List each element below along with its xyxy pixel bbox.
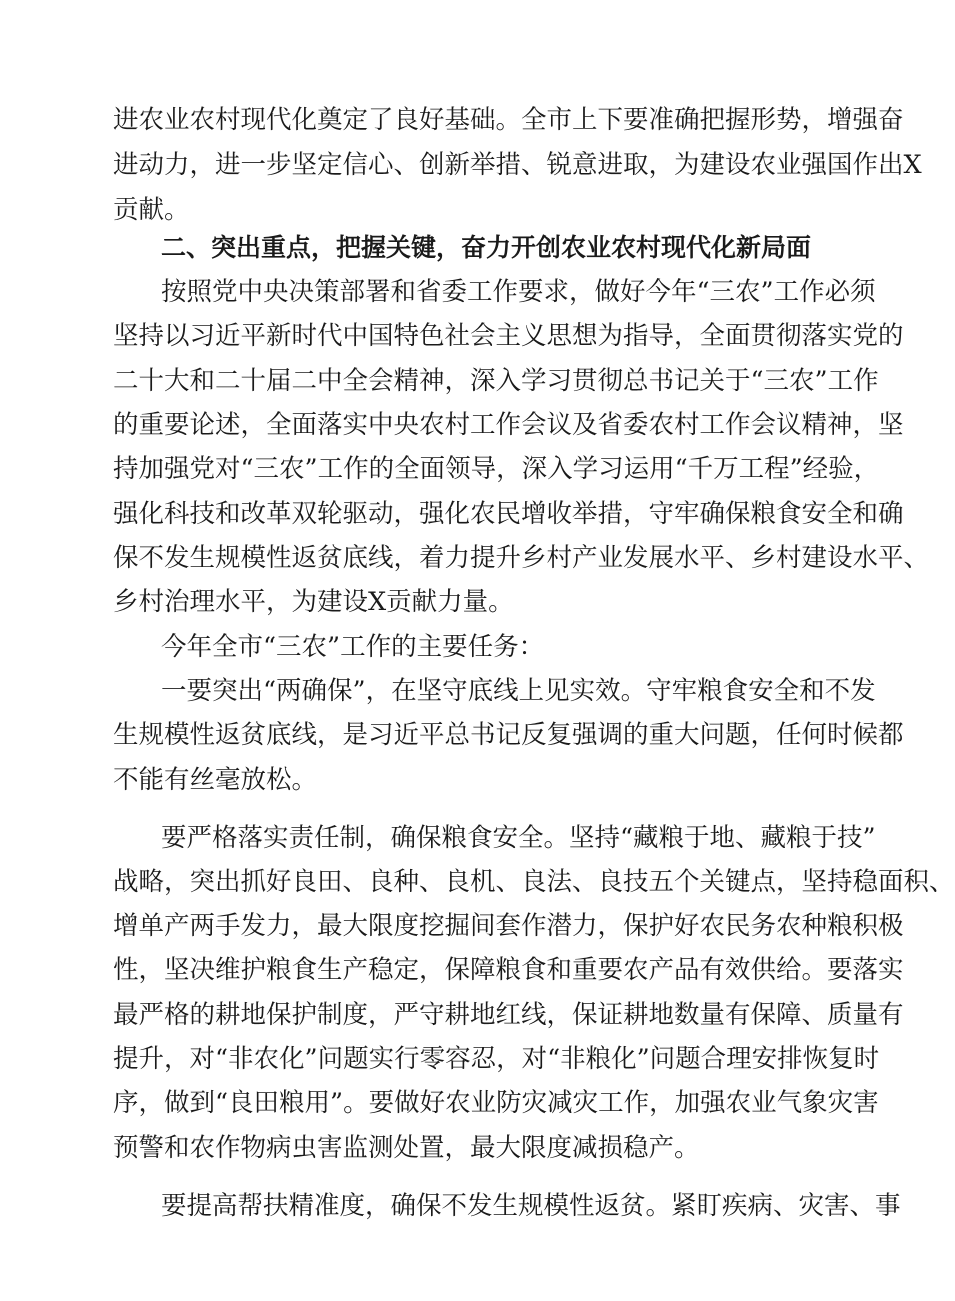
paragraph-line: 战略，突出抓好良田、良种、良机、良法、良技五个关键点，坚持稳面积、: [113, 867, 955, 897]
paragraph-line: 预警和农作物病虫害监测处置，最大限度减损稳产。: [113, 1133, 700, 1163]
paragraph-line: 提升，对“非农化”问题实行零容忍，对“非粮化”问题合理安排恢复时: [113, 1044, 880, 1074]
paragraph-line: 进农业农村现代化奠定了良好基础。全市上下要准确把握形势，增强奋: [113, 105, 904, 135]
paragraph-line: 强化科技和改革双轮驱动，强化农民增收举措，守牢确保粮食安全和确: [113, 499, 904, 529]
paragraph-line: 最严格的耕地保护制度，严守耕地红线，保证耕地数量有保障、质量有: [113, 1000, 904, 1030]
paragraph-line: 不能有丝毫放松。: [113, 765, 318, 795]
paragraph-line: 的重要论述，全面落实中央农村工作会议及省委农村工作会议精神，坚: [113, 410, 904, 440]
paragraph-line: 贡献。: [113, 195, 190, 225]
paragraph-line: 进动力，进一步坚定信心、创新举措、锐意进取，为建设农业强国作出X: [113, 150, 922, 180]
paragraph-line: 保不发生规模性返贫底线，着力提升乡村产业发展水平、乡村建设水平、: [113, 543, 930, 573]
paragraph-line: 持加强党对“三农”工作的全面领导，深入学习运用“千万工程”经验，: [113, 454, 880, 484]
paragraph-line: 一要突出“两确保”，在坚守底线上见实效。守牢粮食安全和不发: [161, 676, 876, 706]
paragraph-line: 今年全市“三农”工作的主要任务：: [161, 632, 545, 662]
paragraph-line: 二十大和二十届二中全会精神，深入学习贯彻总书记关于“三农”工作: [113, 366, 879, 396]
paragraph-line: 要严格落实责任制，确保粮食安全。坚持“藏粮于地、藏粮于技”: [161, 823, 876, 853]
section-heading: 二、突出重点，把握关键，奋力开创农业农村现代化新局面: [161, 233, 812, 262]
paragraph-line: 按照党中央决策部署和省委工作要求，做好今年“三农”工作必须: [161, 277, 876, 307]
paragraph-line: 要提高帮扶精准度，确保不发生规模性返贫。紧盯疾病、灾害、事: [161, 1191, 901, 1221]
paragraph-line: 序，做到“良田粮用”。要做好农业防灾减灾工作，加强农业气象灾害: [113, 1088, 879, 1118]
paragraph-line: 性，坚决维护粮食生产稳定，保障粮食和重要农产品有效供给。要落实: [113, 955, 904, 985]
paragraph-line: 乡村治理水平，为建设X贡献力量。: [113, 587, 514, 617]
paragraph-line: 生规模性返贫底线，是习近平总书记反复强调的重大问题，任何时候都: [113, 720, 904, 750]
paragraph-line: 坚持以习近平新时代中国特色社会主义思想为指导，全面贯彻落实党的: [113, 321, 904, 351]
paragraph-line: 增单产两手发力，最大限度挖掘间套作潜力，保护好农民务农种粮积极: [113, 911, 904, 941]
